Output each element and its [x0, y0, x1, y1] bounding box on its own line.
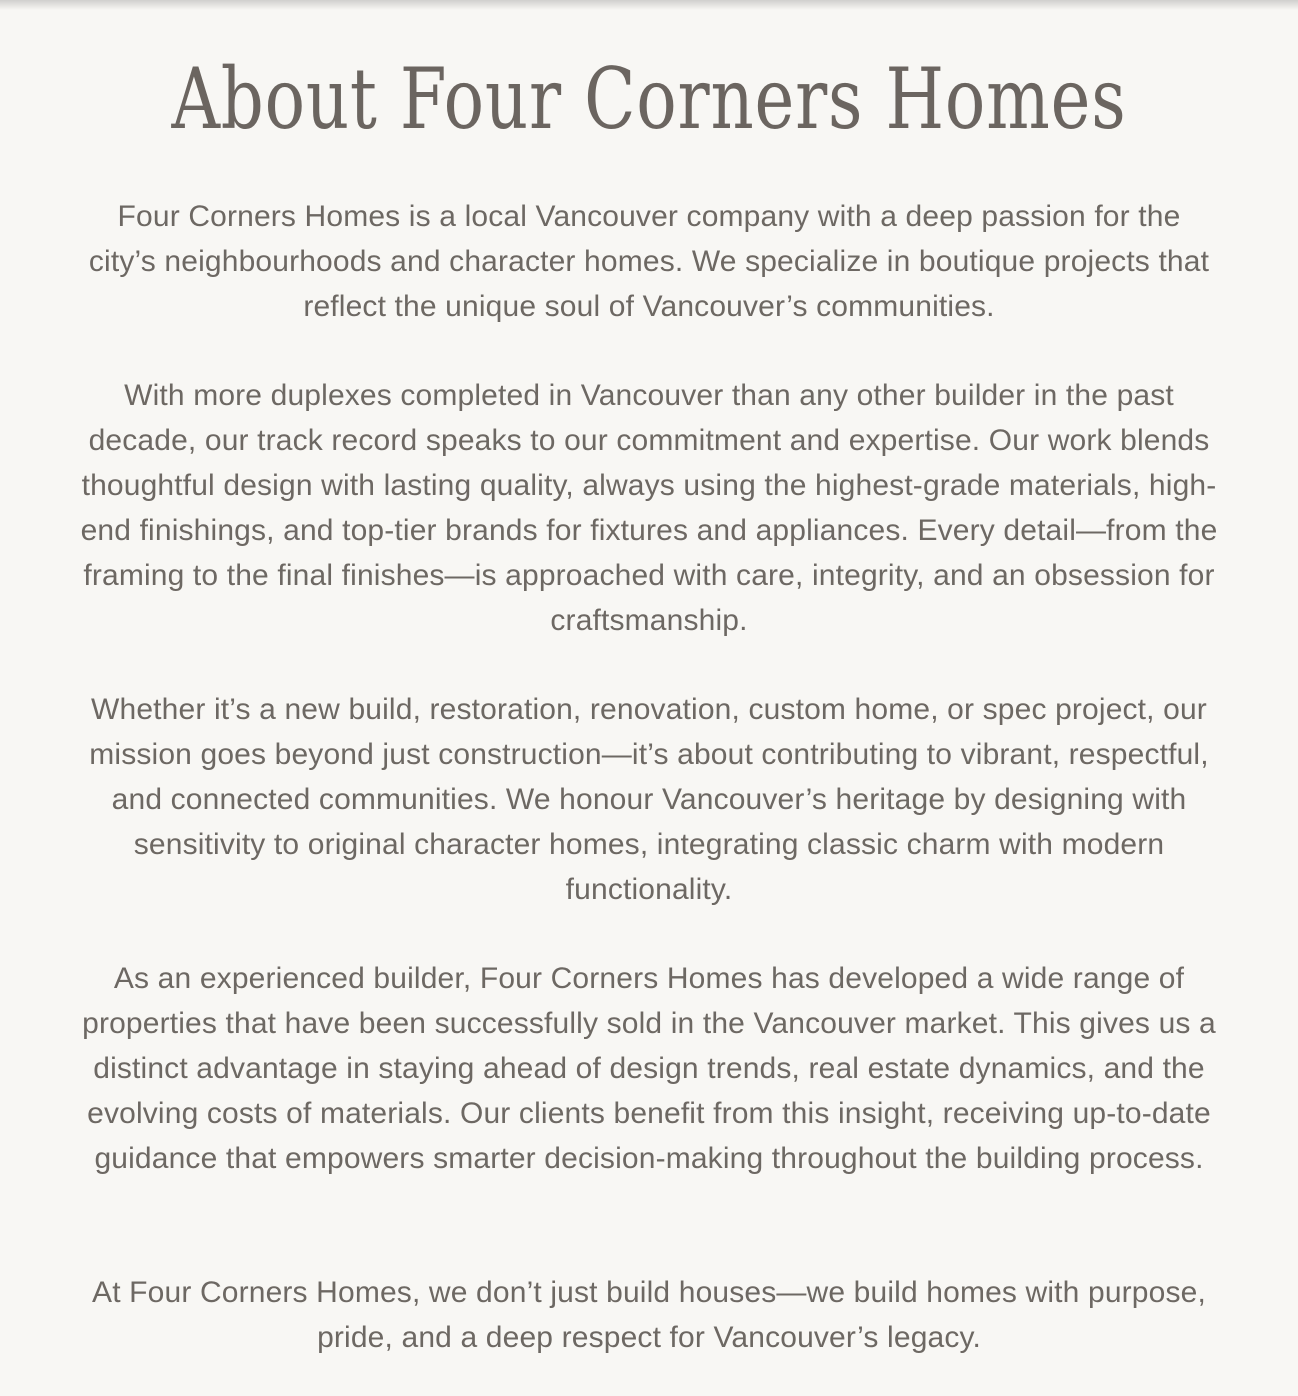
page-title: About Four Corners Homes: [171, 50, 1127, 148]
about-paragraph-track-record: With more duplexes completed in Vancouver than any other builder in the past decade, our track record speaks to our commitment and expertise. Our work blends thoughtful design with lasting quality, always using the highest-grade materials, high-end finishings, and top-tier brands for fixtures and appliances. Every detail—from the framing to the final finishes—is approached with care, integrity, and an obsession for craftsmanship.: [80, 379, 1218, 637]
about-paragraph-mission: Whether it’s a new build, restoration, renovation, custom home, or spec project, our mission goes beyond just construction—it’s about contributing to vibrant, respectful, and connected communities. We honour Vancouver’s heritage by designing with sensitivity to original character homes, integrating classic charm with modern functionality.: [89, 693, 1209, 906]
about-paragraph-closing: At Four Corners Homes, we don’t just build houses—we build homes with purpose, pride, and a deep respect for Vancouver’s legacy.: [92, 1276, 1206, 1354]
about-paragraph-experience: As an experienced builder, Four Corners Homes has developed a wide range of properties that have been successfully sold in the Vancouver market. This gives us a distinct advantage in staying ahead of design trends, real estate dynamics, and the evolving costs of materials. Our clients benefit from this insight, receiving up-to-date guidance that empowers smarter decision-making throughout the building process.: [82, 962, 1216, 1175]
about-paragraph-intro: Four Corners Homes is a local Vancouver company with a deep passion for the city’s neighbourhoods and character homes. We specialize in boutique projects that reflect the unique soul of Vancouver’s communities.: [88, 200, 1210, 323]
